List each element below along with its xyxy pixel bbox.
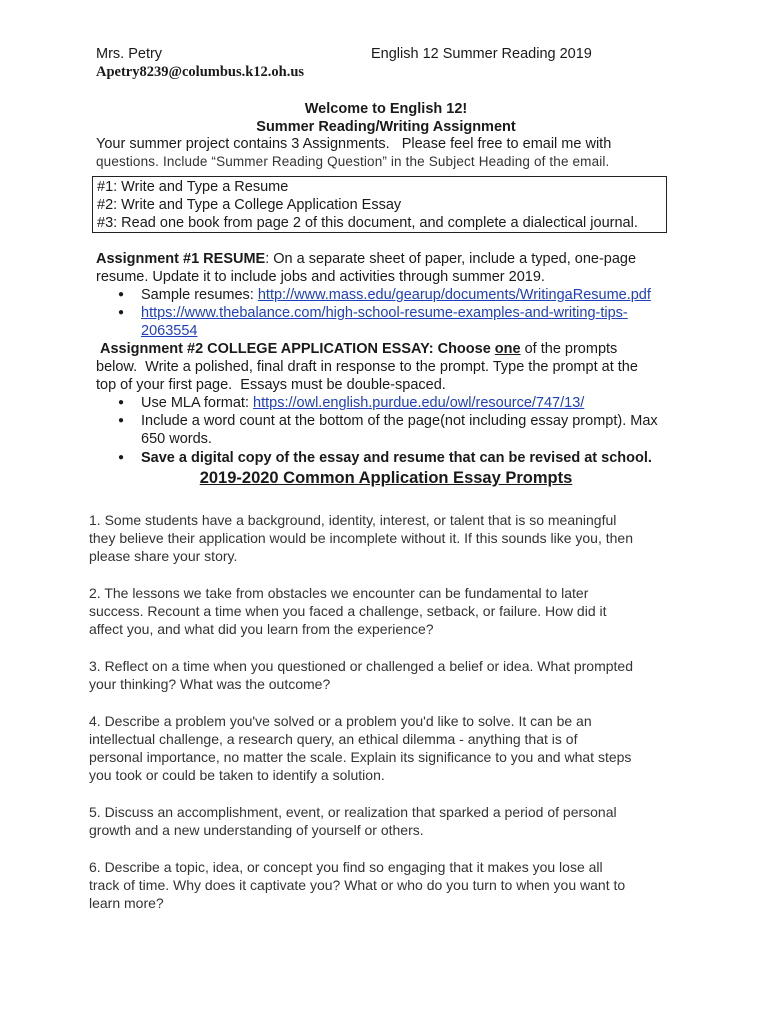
assignments-box [92,176,667,233]
assignment-1-label: Assignment #1 RESUME [96,251,266,267]
assignment-2-label: Assignment #2 COLLEGE APPLICATION ESSAY [100,341,429,357]
assignment-item: #3: Read one book from page 2 of this document, and complete a dialectical journal. [97,215,638,231]
assignment-2-text-rest: of the prompts [520,341,618,357]
list-item [118,304,676,340]
word-count-line-1: Include a word count at the bottom of the page(not including essay prompt). Max [141,413,658,429]
thebalance-link[interactable] [141,305,628,339]
course-title: English 12 Summer Reading 2019 [371,46,592,62]
header-left [96,45,304,81]
prompt-line: track of time. Why does it captivate you? What or who do you turn to when you want to [89,877,626,893]
prompt-line: 2. The lessons we take from obstacles we encounter can be fundamental to later [89,585,589,601]
assignment-item: #2: Write and Type a College Application Essay [97,197,402,213]
assignment-item: #1: Write and Type a Resume [97,179,289,195]
word-count-line-2: 650 words. [141,431,212,447]
assignment-2-text-line-2: below. Write a polished, final draft in response to the prompt. Type the prompt at the [96,359,638,375]
list-item [118,449,676,467]
welcome-title: Welcome to English 12! [304,101,468,117]
prompt-line: they believe their application would be incomplete without it. If this sounds like you, then [89,530,633,546]
prompt-line: learn more? [89,895,164,911]
essay-prompt [89,712,689,784]
sample-resume-link[interactable]: http://www.mass.edu/gearup/documents/WritingaResume.pdf [257,287,651,303]
prompt-line: please share your story. [89,548,238,564]
welcome-heading [96,100,676,136]
prompt-line: 1. Some students have a background, identity, interest, or talent that is so meaningful [89,512,617,528]
prompt-line: 6. Describe a topic, idea, or concept you find so engaging that it makes you lose all [89,859,603,875]
assignment-1-section [96,250,676,340]
prompt-line: 4. Describe a problem you've solved or a problem you'd like to solve. It can be an [89,713,592,729]
list-item [118,286,676,304]
prompt-line: personal importance, no matter the scale. Explain its significance to you and what steps [89,749,632,765]
link-line-1: https://www.thebalance.com/high-school-resume-examples-and-writing-tips- [141,305,628,321]
teacher-name: Mrs. Petry [96,46,163,62]
prompt-line: 3. Reflect on a time when you questioned or challenged a belief or idea. What prompted [89,658,633,674]
essay-prompt [89,584,689,638]
prompt-line: you took or could be taken to identify a solution. [89,767,385,783]
mla-format-link[interactable]: https://owl.english.purdue.edu/owl/resource/747/13/ [253,395,585,411]
assignment-2-one: one [494,341,521,357]
assignment-2-bullets [96,394,676,467]
bullet-label: Use MLA format: [141,395,254,411]
intro-paragraph [96,135,676,171]
prompt-line: your thinking? What was the outcome? [89,676,331,692]
prompt-line: intellectual challenge, a research query, an ethical dilemma - anything that is of [89,731,578,747]
list-item [118,394,676,412]
assignment-2-text-line-3: top of your first page. Essays must be double-spaced. [96,377,446,393]
prompts-title: 2019-2020 Common Application Essay Prompts [199,469,573,487]
save-copy-note: Save a digital copy of the essay and resume that can be revised at school. [141,450,652,466]
welcome-subtitle: Summer Reading/Writing Assignment [256,119,516,135]
assignment-2-choose: : Choose [428,341,495,357]
prompt-line: success. Recount a time when you faced a challenge, setback, or failure. How did it [89,603,607,619]
prompt-line: affect you, and what did you learn from the experience? [89,621,434,637]
essay-prompt [89,511,689,565]
assignment-1-text: : On a separate sheet of paper, include a typed, one-page [265,251,637,267]
prompt-line: growth and a new understanding of yourself or others. [89,822,424,838]
teacher-email: Apetry8239@columbus.k12.oh.us [96,64,305,80]
link-line-2: 2063554 [141,323,198,339]
essay-prompt [89,657,689,693]
intro-line-2: questions. Include “Summer Reading Question” in the Subject Heading of the email. [96,154,610,169]
assignment-2-section [96,340,676,467]
list-item [118,412,676,448]
assignment-1-bullets [96,286,676,340]
assignment-1-text-line-2: resume. Update it to include jobs and activities through summer 2019. [96,269,545,285]
intro-line-1: Your summer project contains 3 Assignments. Please feel free to email me with [96,136,612,152]
prompt-line: 5. Discuss an accomplishment, event, or realization that sparked a period of personal [89,804,617,820]
essay-prompt [89,858,689,912]
essay-prompt [89,803,689,839]
bullet-label: Sample resumes: [141,287,258,303]
